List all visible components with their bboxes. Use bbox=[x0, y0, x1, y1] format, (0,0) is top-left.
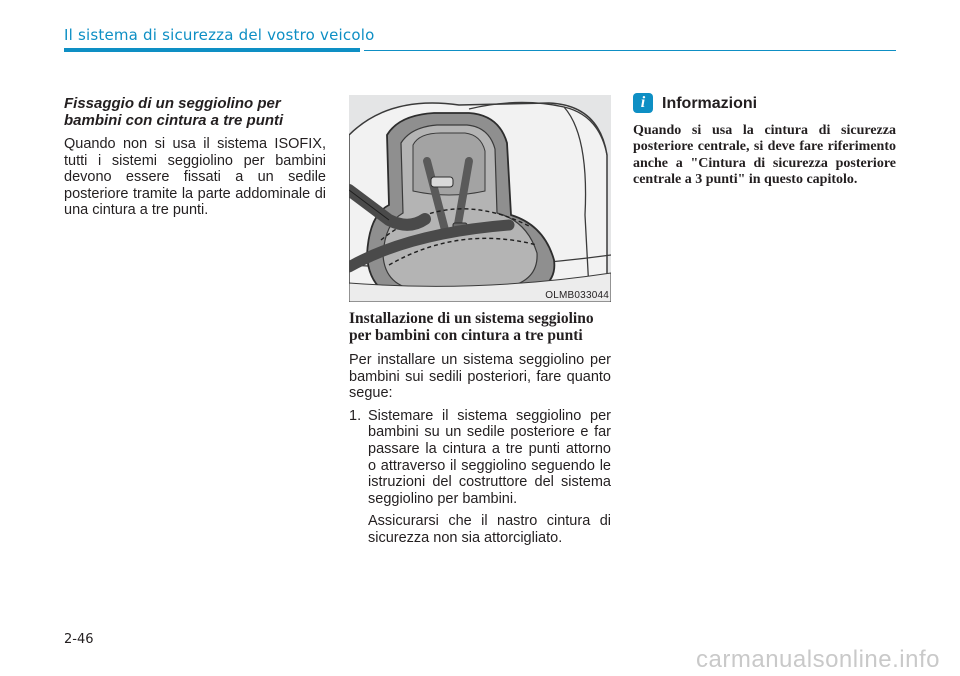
middle-column bbox=[349, 95, 611, 547]
right-column bbox=[633, 95, 896, 189]
header-section-title: Il sistema di sicurezza del vostro veicolo bbox=[64, 26, 375, 44]
steps-list bbox=[349, 408, 611, 547]
installation-intro: Per installare un sistema seggiolino per bambini sui sedili posteriori, fare quanto segue: bbox=[349, 352, 611, 402]
info-title: Informazioni bbox=[662, 95, 758, 112]
page-number: 2-46 bbox=[64, 632, 94, 647]
section-paragraph: Quando non si usa il sistema ISOFIX, tutti i sistemi seggiolino per bambini devono essere fissati a un sedile posteriore tramite la parte addominale di una cintura a tre punti. bbox=[64, 136, 326, 219]
header-rule-thick bbox=[64, 48, 360, 52]
info-icon: i bbox=[633, 93, 653, 113]
info-header bbox=[633, 95, 896, 113]
section-heading: Fissaggio di un seggiolino per bambini con cintura a tre punti bbox=[64, 95, 284, 129]
step-note: Assicurarsi che il nastro cintura di sicurezza non sia attorcigliato. bbox=[368, 513, 611, 546]
list-item bbox=[349, 408, 611, 508]
watermark: carmanualsonline.info bbox=[696, 646, 940, 673]
step-number: 1. bbox=[349, 407, 362, 424]
child-seat-with-belt-illustration bbox=[349, 95, 611, 302]
installation-heading: Installazione di un sistema seggiolino per bambini con cintura a tre punti bbox=[349, 310, 594, 344]
header-rule-thin bbox=[364, 50, 896, 52]
info-body: Quando si usa la cintura di sicurezza posteriore centrale, si deve fare riferimento anche a "Cintura di sicurezza posteriore centrale a 3 punti" in questo capitolo. bbox=[633, 123, 896, 188]
figure-code: OLMB033044 bbox=[545, 290, 609, 301]
step-text: Sistemare il sistema seggiolino per bambini su un sedile posteriore e far passare la cintura a tre punti attorno o attraverso il seggiolino seguendo le istruzioni del costruttore del sistema seggiolino per bambini. bbox=[368, 407, 611, 507]
left-column bbox=[64, 95, 326, 219]
child-seat-figure bbox=[349, 95, 611, 302]
